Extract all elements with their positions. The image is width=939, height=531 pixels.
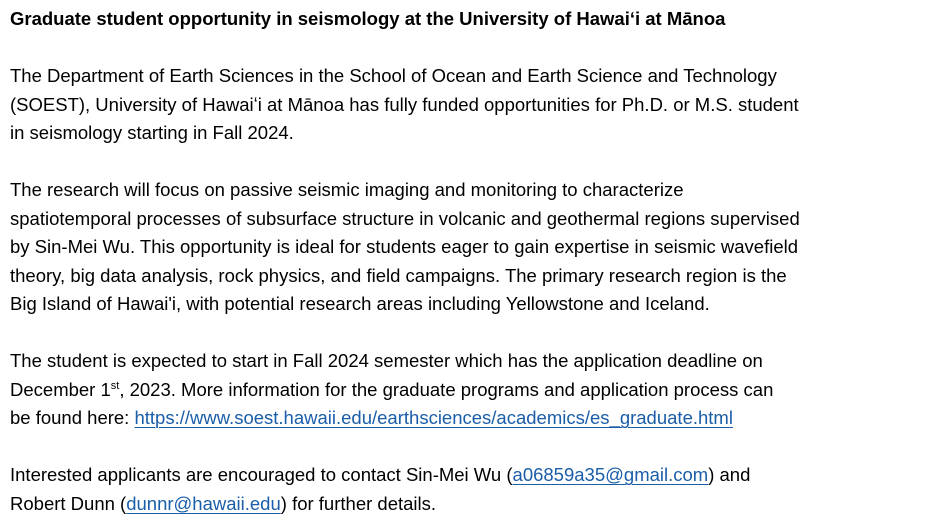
contact-paragraph [10, 461, 935, 518]
application-paragraph [10, 347, 935, 433]
contact-line-2-end: ) for further details. [280, 492, 437, 514]
research-paragraph [10, 176, 935, 319]
research-line-4: theory, big data analysis, rock physics, and field campaigns. The primary research region is the [10, 264, 787, 286]
research-line-3: by Sin-Mei Wu. This opportunity is ideal for students eager to gain expertise in seismic wavefield [10, 236, 799, 257]
research-line-5: Big Island of Hawai'i, with potential research areas including Yellowstone and Iceland. [10, 293, 710, 314]
intro-paragraph [10, 62, 935, 148]
contact-line-2-text: Robert Dunn ( [10, 492, 127, 514]
deadline-date: December 1 [10, 378, 111, 400]
date-ordinal-suffix: st [110, 379, 120, 392]
research-line-1: The research will focus on passive seismic imaging and monitoring to characterize [10, 179, 684, 200]
application-line-1: The student is expected to start in Fall 2024 semester which has the application deadline on [10, 350, 763, 371]
application-line-3 [10, 404, 935, 433]
research-line-2: spatiotemporal processes of subsurface structure in volcanic and geothermal regions supervised [10, 207, 800, 229]
graduate-program-link[interactable]: https://www.soest.hawaii.edu/earthsciences/academics/es_graduate.html [134, 407, 733, 428]
document [10, 5, 935, 518]
contact-line-1 [10, 461, 935, 490]
document-title: Graduate student opportunity in seismology at the University of Hawaiʻi at Mānoa [10, 8, 726, 29]
email-link-sin-mei-wu[interactable]: a06859a35@gmail.com [512, 464, 709, 485]
contact-line-1-end: ) and [708, 464, 751, 485]
contact-line-1-text: Interested applicants are encouraged to contact Sin-Mei Wu ( [10, 464, 513, 485]
application-line-2-rest: , 2023. More information for the graduate programs and application process can [119, 378, 774, 400]
found-here-text: be found here: [10, 407, 135, 428]
application-line-2 [10, 376, 935, 405]
intro-line-2: (SOEST), University of Hawaiʻi at Mānoa has fully funded opportunities for Ph.D. or M.S. student [10, 93, 799, 115]
intro-line-1: The Department of Earth Sciences in the School of Ocean and Earth Science and Technology [10, 65, 777, 86]
intro-line-3: in seismology starting in Fall 2024. [10, 122, 294, 143]
contact-line-2 [10, 490, 935, 519]
email-link-robert-dunn[interactable]: dunnr@hawaii.edu [126, 492, 281, 514]
